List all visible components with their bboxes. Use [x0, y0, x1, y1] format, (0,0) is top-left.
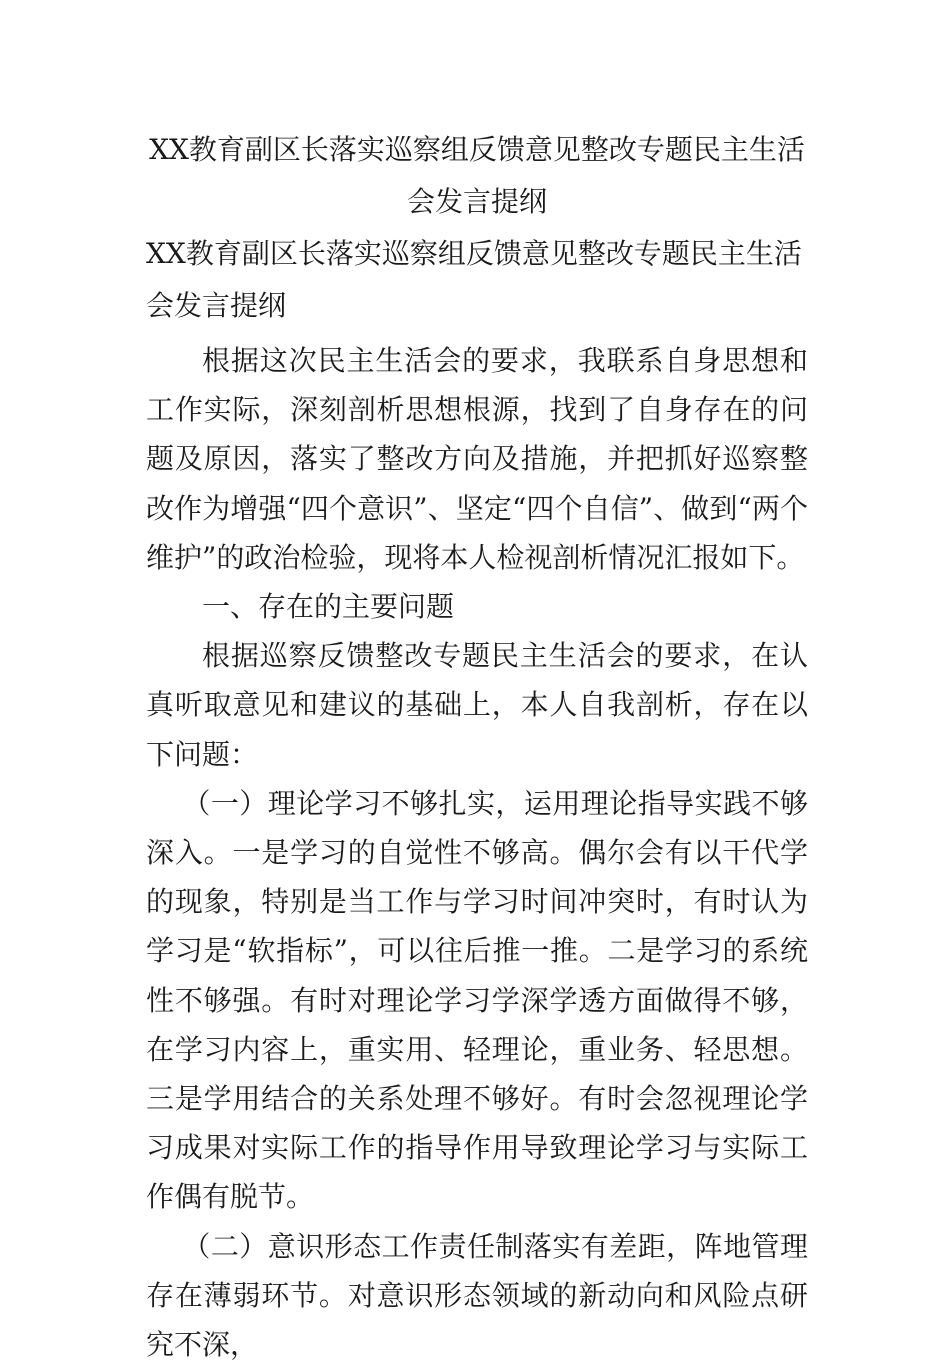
- problem-item-2: （二）意识形态工作责任制落实有差距，阵地管理存在薄弱环节。对意识形态领域的新动向和风险点研究不深，: [146, 1229, 808, 1362]
- document-repeat-title: XX教育副区长落实巡察组反馈意见整改专题民主生活会发言提纲: [146, 237, 802, 322]
- document-title: XX教育副区长落实巡察组反馈意见整改专题民主生活会发言提纲: [149, 133, 805, 218]
- section-intro-paragraph: 根据巡察反馈整改专题民主生活会的要求，在认真听取意见和建议的基础上，本人自我剖析，存在以下问题：: [146, 639, 808, 771]
- intro-paragraph: 根据这次民主生活会的要求，我联系自身思想和工作实际，深刻剖析思想根源，找到了自身存在的问题及原因，落实了整改方向及措施，并把抓好巡察整改作为增强“四个意识”、坚定“四个自信”、做到“两个维护”的政治检验，现将本人检视剖析情况汇报如下。: [146, 344, 808, 574]
- document-page: [146, 124, 808, 1369]
- problem-item-1: （一）理论学习不够扎实，运用理论指导实践不够深入。一是学习的自觉性不够高。偶尔会有以干代学的现象，特别是当工作与学习时间冲突时，有时认为学习是“软指标”，可以往后推一推。二是学习的系统性不够强。有时对理论学习学深学透方面做得不够，在学习内容上，重实用、轻理论，重业务、轻思想。三是学用结合的关系处理不够好。有时会忽视理论学习成果对实际工作的指导作用导致理论学习与实际工作偶有脱节。: [146, 786, 808, 1214]
- section-heading: 一、存在的主要问题: [202, 590, 455, 624]
